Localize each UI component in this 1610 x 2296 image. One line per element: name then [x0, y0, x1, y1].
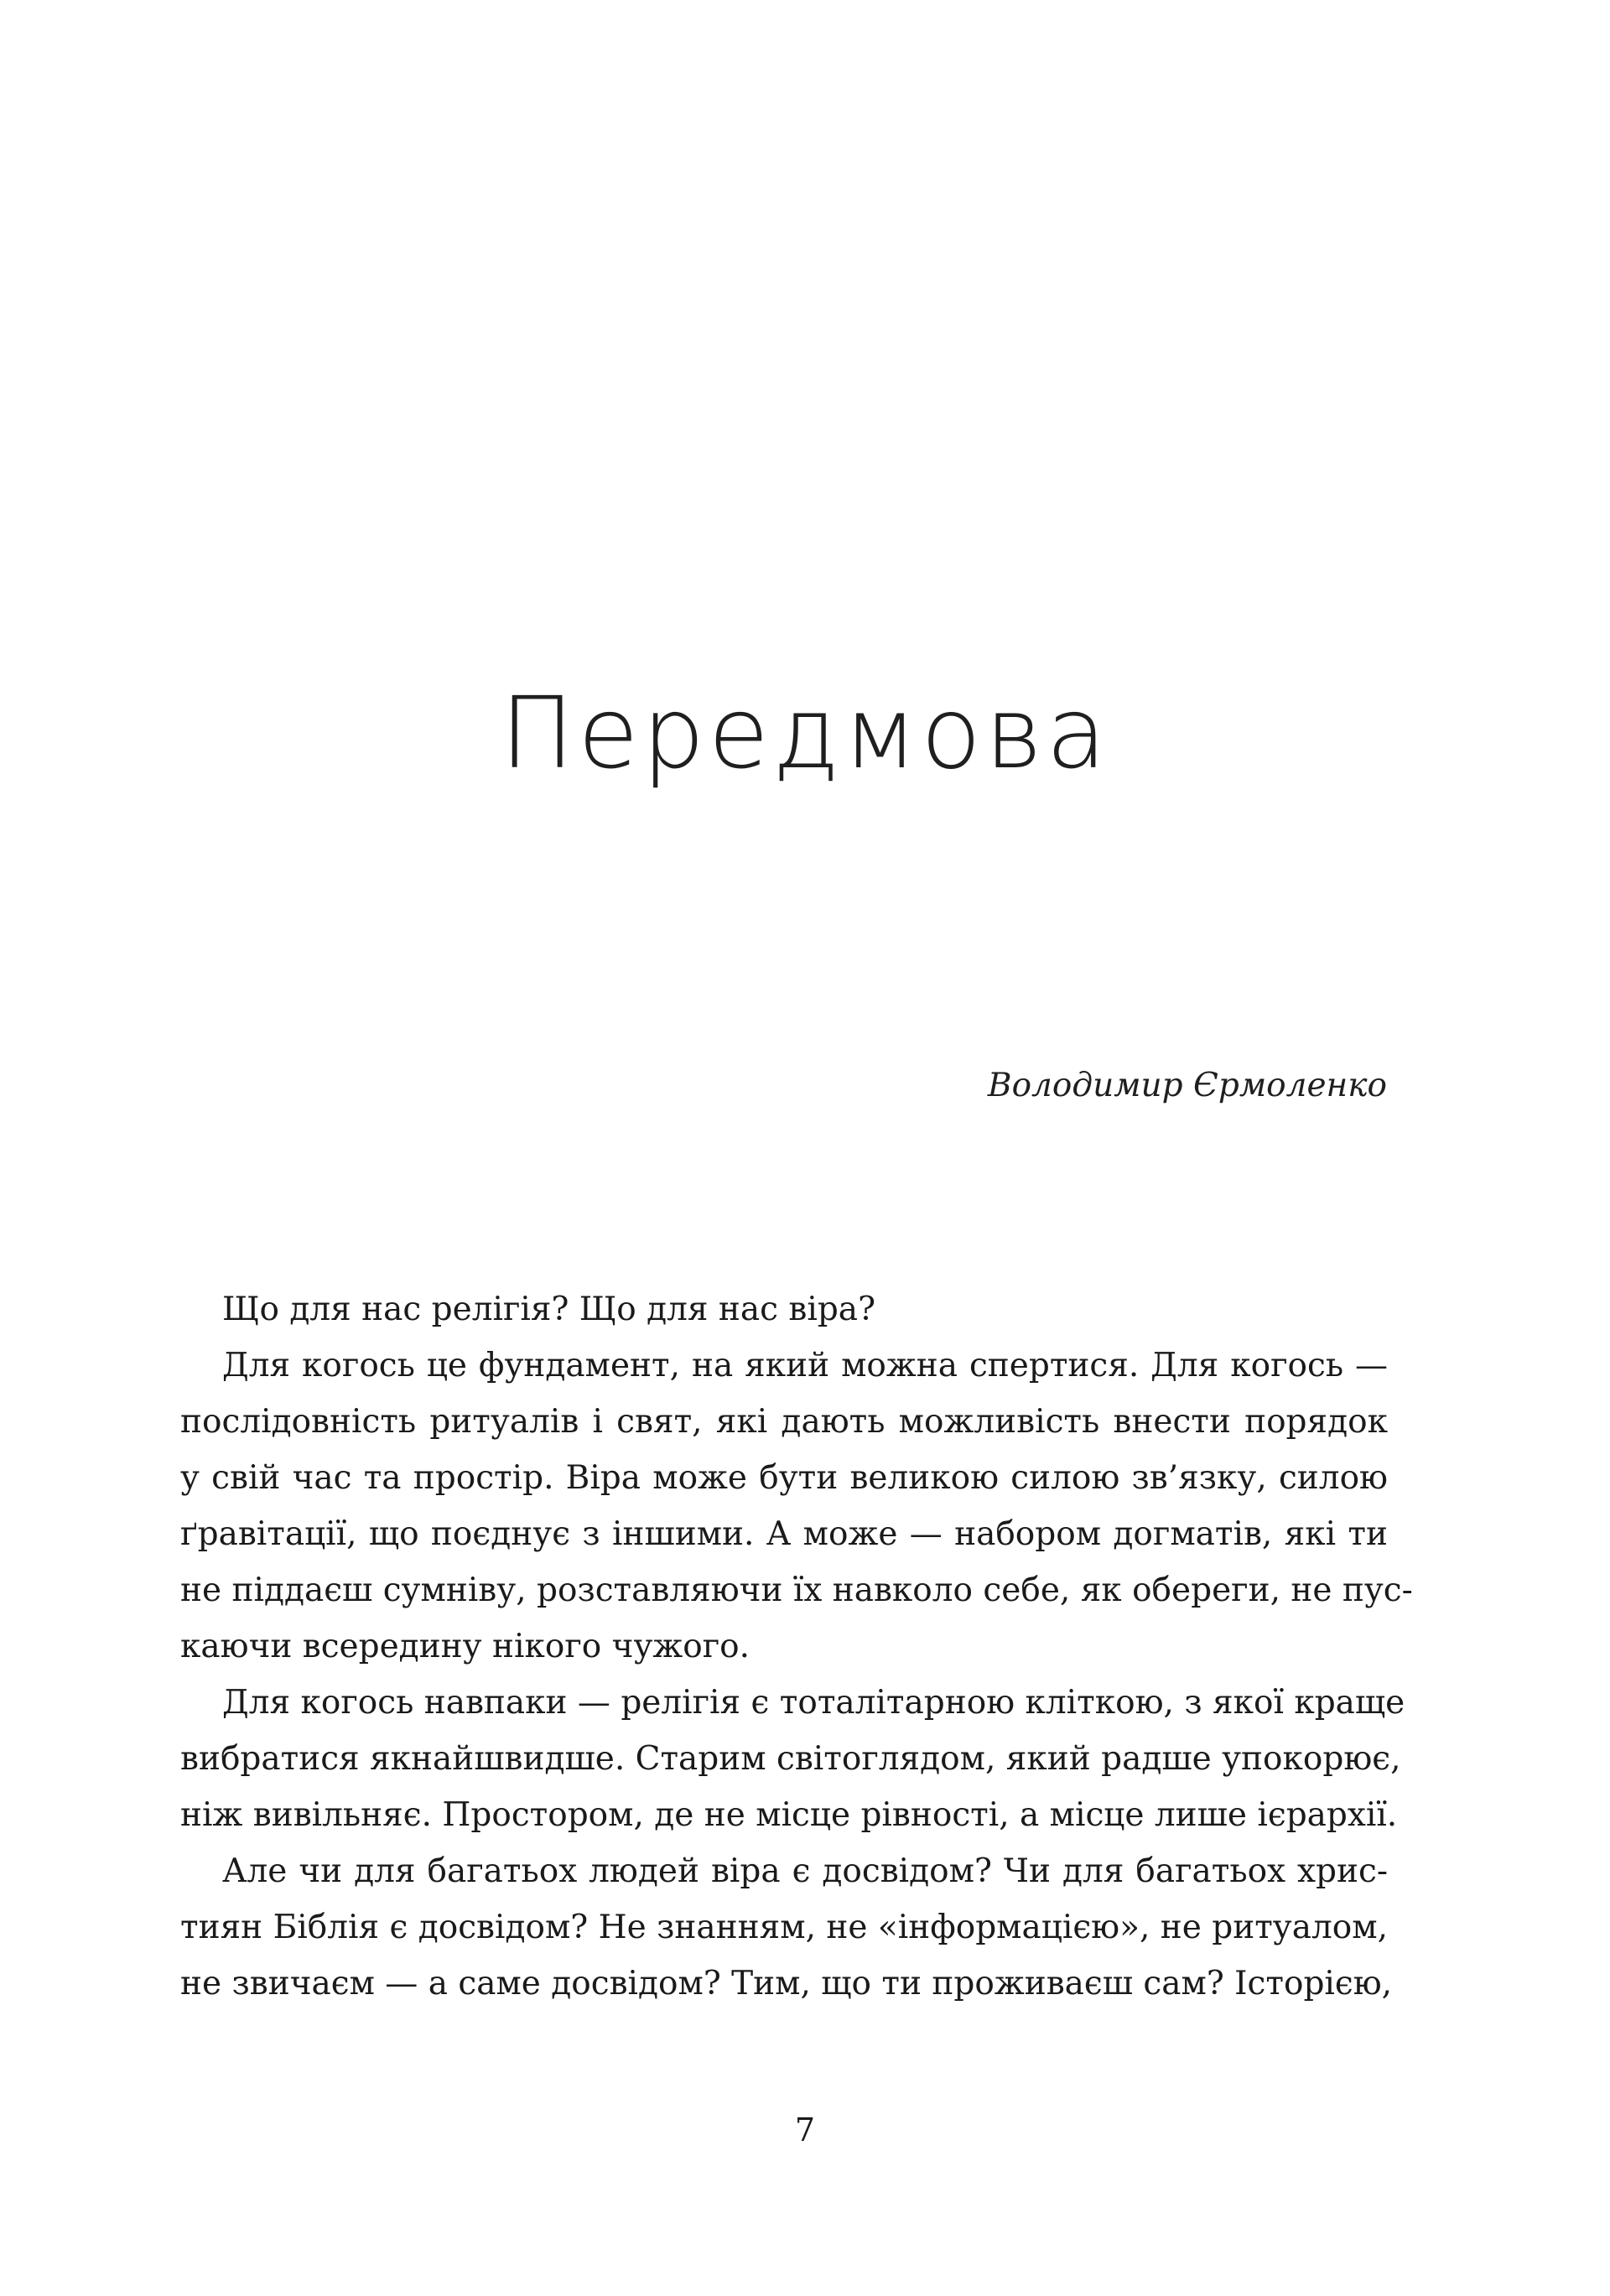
author-name: Володимир Єрмоленко — [987, 1067, 1387, 1104]
page-number: 7 — [794, 2112, 816, 2148]
chapter-title: Передмова — [500, 675, 1110, 791]
text-line: Для когось це фундамент, на який можна спертися. Для когось — — [222, 1347, 1388, 1384]
text-line: ніж вивільняє. Простором, де не місце рівності, а місце лише ієрархії. — [180, 1796, 1398, 1834]
body-text — [180, 1281, 1413, 2012]
text-line: не піддаєш сумніву, розставляючи їх навколо себе, як обереги, не пус- — [180, 1571, 1413, 1609]
text-line: каючи всередину нікого чужого. — [180, 1628, 750, 1665]
text-line: Для когось навпаки — релігія є тоталітарною кліткою, з якої краще — [222, 1684, 1405, 1722]
text-line: тиян Біблія є досвідом? Не знанням, не «інформацією», не ритуалом, — [180, 1909, 1388, 1946]
text-line: Що для нас релігія? Що для нас віра? — [222, 1291, 875, 1328]
text-line: послідовність ритуалів і свят, які дають можливість внести порядок — [180, 1403, 1388, 1441]
text-line: не звичаєм — а саме досвідом? Тим, що ти проживаєш сам? Історією, — [180, 1965, 1393, 2003]
text-line: вибратися якнайшвидше. Старим світоглядом, який радше упокорює, — [180, 1740, 1401, 1778]
text-line: ґравітації, що поєднує з іншими. А може — набором догматів, які ти — [180, 1515, 1388, 1553]
text-line: Але чи для багатьох людей віра є досвідом? Чи для багатьох хрис- — [222, 1852, 1388, 1890]
text-line: у свій час та простір. Віра може бути великою силою зв’язку, силою — [180, 1459, 1388, 1497]
